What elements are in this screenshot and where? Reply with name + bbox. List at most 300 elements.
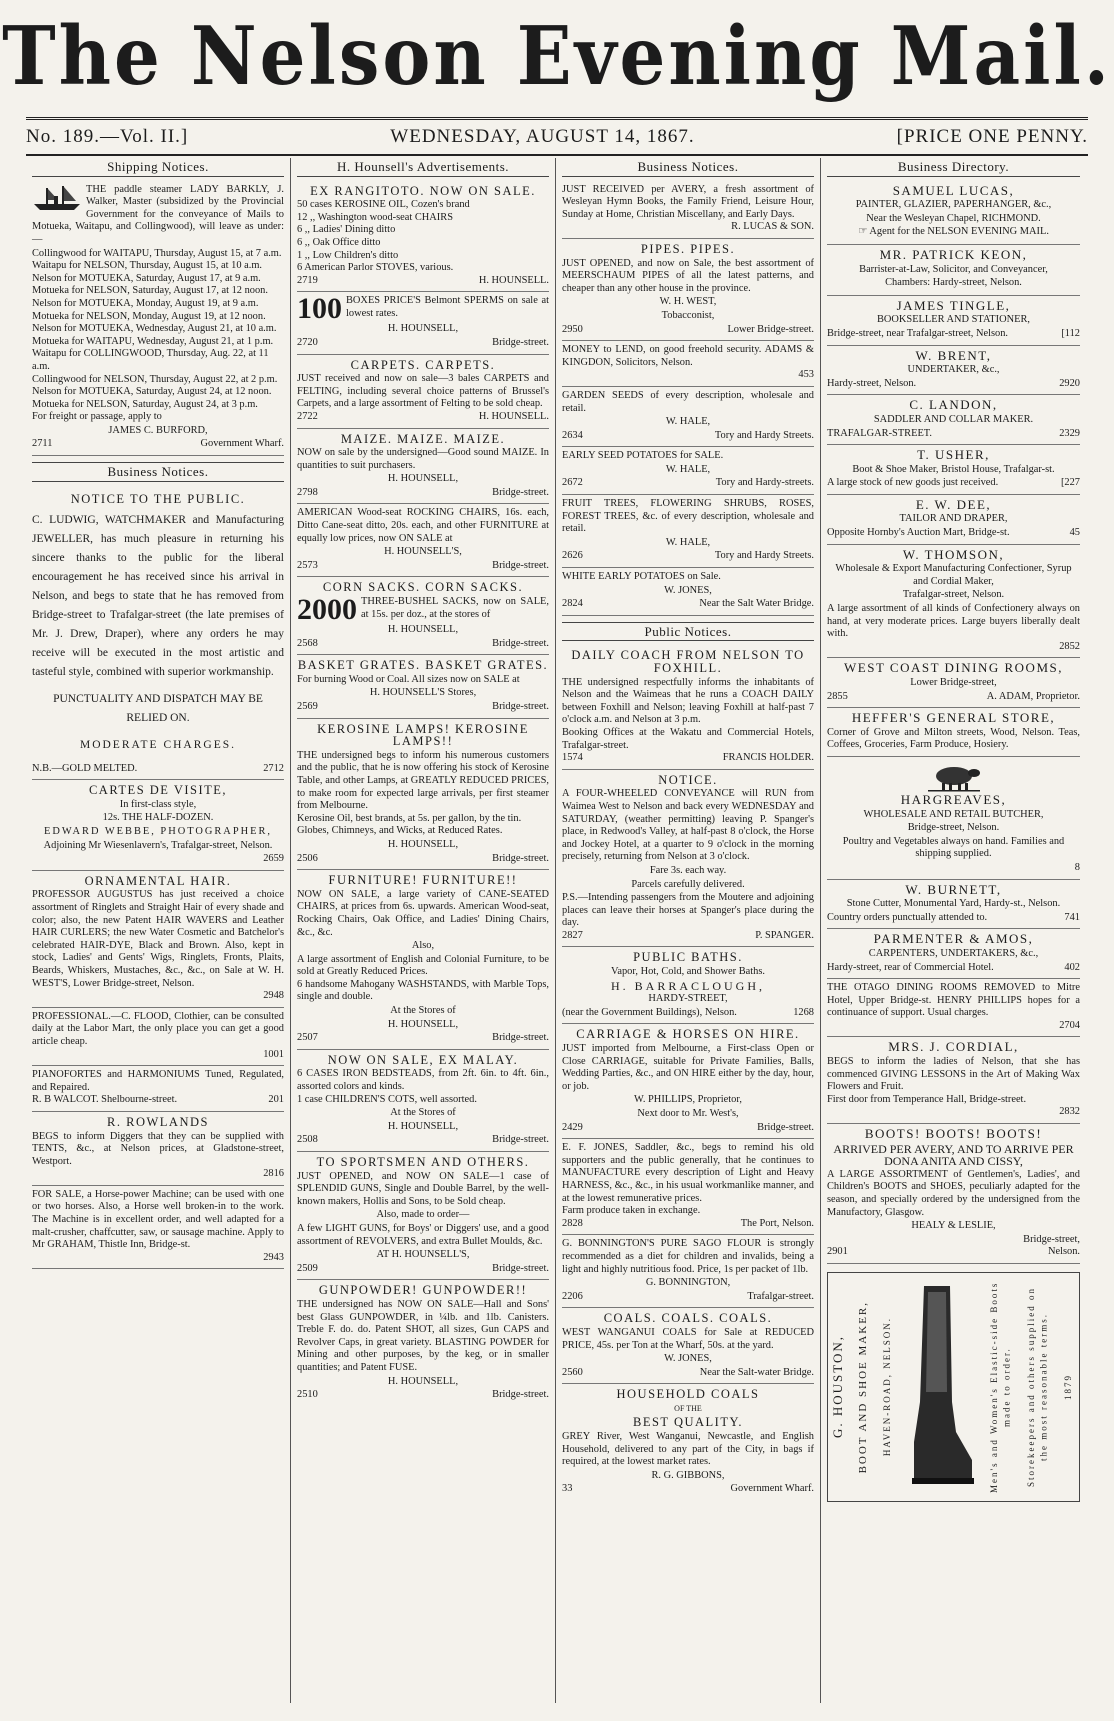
boots-ad xyxy=(827,1124,1080,1264)
ad-text: PROFESSOR AUGUSTUS has just received a choice assortment of Ringlets and Straight Hair of every shade and color; also, the new Patent HAIR WAVERS and Leather HAIR CURLERS; the new Water Cosmetic and Batchelor's celebrated HAIR-DYE, Black and Brown. Also, kept in stock, Ladies' and Gents' Wigs, Ringlets, Fronts, Plaits, Beards, Whiskers, Mustaches, &c., &c., on Sale at W. H. WEST'S, Lower Bridge-street, Nelson. xyxy=(32,889,284,989)
ad-trade: BOOKSELLER AND STATIONER, xyxy=(876,314,1030,326)
houston-boot-ad xyxy=(827,1272,1080,1502)
ad-line: At the Stores of xyxy=(390,1107,456,1119)
ad-address: Chambers: Hardy-street, Nelson. xyxy=(885,277,1022,289)
ad-number: 2508 xyxy=(297,1134,318,1146)
household-coals-ad xyxy=(562,1384,814,1500)
hair-ad xyxy=(32,871,284,1008)
ad-name: H. BARRACLOUGH, xyxy=(610,978,765,993)
ad-name: EDWARD WEBBE, PHOTOGRAPHER, xyxy=(44,826,272,838)
section-heading: Business Directory. xyxy=(827,158,1080,177)
ad-line xyxy=(827,226,1080,239)
ad-title: PIPES. PIPES. xyxy=(640,241,736,256)
list-item: 6 American Parlor STOVES, various. xyxy=(297,262,454,274)
parmenter-ad xyxy=(827,929,1080,979)
ad-text: Kerosine Oil, best brands, at 5s. per gallon, by the tin. xyxy=(297,812,522,824)
ad-text: NOW on sale by the undersigned—Good sound MAIZE. In quantities to suit purchasers. xyxy=(297,447,549,471)
ad-line: N.B.—GOLD MELTED. xyxy=(32,762,138,774)
sailing-item: Motueka for NELSON, Monday, August 19, at 12 noon. xyxy=(32,310,266,322)
ad-number: 2943 xyxy=(263,1251,284,1263)
horse-ad xyxy=(32,1186,284,1270)
ad-signature: H. HOUNSELL'S, xyxy=(384,546,462,558)
ad-text: P.S.—Intending passengers from the Moutere and adjoining places can leave their horses at Spanger's place during the day. xyxy=(562,892,814,929)
ad-name: E. W. DEE, xyxy=(915,496,992,512)
ad-text: NOW ON SALE, a large variety of CANE-SEATED CHAIRS, at prices from 6s. upwards. American Wood-seat, Rocking Chairs, Oak Office, and Ladies' Dining Chairs, &c., &c. xyxy=(297,888,549,938)
ad-text: A FOUR-WHEELED CONVEYANCE will RUN from Waimea West to Nelson and back every WEDNESDAY and SATURDAY, (weather permitting) leaving P. Spanger's place, in Redwood's Valley, at half-past 8 o'clock, the Horse and Jockey Hotel, at a quarter to 9 o'clock in the morning precisely, returning from Nelson at 3 o'clock. xyxy=(562,788,814,863)
coach-ad xyxy=(562,645,814,769)
usher-ad xyxy=(827,445,1080,495)
ad-number: 2712 xyxy=(263,762,284,774)
ad-name: T. USHER, xyxy=(917,447,990,463)
ad-address: A large stock of new goods just received. xyxy=(827,477,999,489)
ad-address: Hardy-street, rear of Commercial Hotel. xyxy=(827,961,994,973)
coals-ad xyxy=(562,1308,814,1384)
corn-sacks-ad xyxy=(297,577,549,655)
ad-signature: H. HOUNSELL, xyxy=(387,1120,459,1132)
ad-line: 12s. THE HALF-DOZEN. xyxy=(102,812,214,824)
ad-number: 2828 xyxy=(562,1217,583,1229)
ad-number: 2704 xyxy=(1059,1019,1080,1031)
list-item: 50 cases KEROSINE OIL, Cozen's brand xyxy=(297,199,470,211)
ad-text: WHITE EARLY POTATOES on Sale. xyxy=(562,571,721,583)
ad-text: THREE-BUSHEL SACKS, now on SALE, at 15s. per doz., at the stores of xyxy=(361,596,549,620)
agent-text: Agent for the NELSON EVENING MAIL. xyxy=(869,226,1049,238)
ad-title: CARPETS. CARPETS. xyxy=(350,357,496,372)
ad-text: G. BONNINGTON'S PURE SAGO FLOUR is strongly recommended as a diet for children and invalids, being a light and highly nutritious food. Price, 1s per packet of 1lb. xyxy=(562,1238,814,1275)
ad-number: 2852 xyxy=(1059,640,1080,652)
ad-text: 6 CASES IRON BEDSTEADS, from 2ft. 6in. to 4ft. 6in., assorted colors and kinds. xyxy=(297,1068,549,1093)
ad-number: 2659 xyxy=(263,853,284,865)
ad-text: WEST WANGANUI COALS for Sale at REDUCED PRICE, 45s. per Ton at the Wharf, 50s. at the yard. xyxy=(562,1326,814,1351)
ad-name: C. LANDON, xyxy=(909,397,998,413)
list-item: 1 ,, Low Children's ditto xyxy=(297,249,399,261)
ad-text: C. LUDWIG, WATCHMAKER and Manufacturing JEWELLER, has much pleasure in returning his sincere thanks to the public for the liberal encouragement he has received since his arrival in Nelson, and begs to state that he has removed from Bridge-street to Trafalgar-street (the late premises of Mr. J. Drew, Draper), where any orders he may receive will be executed in the most artistic and tasteful style, combined with superior workmanship. xyxy=(32,513,284,678)
ad-line: Parcels carefully delivered. xyxy=(631,878,745,890)
ad-line: Vapor, Hot, Cold, and Shower Baths. xyxy=(611,966,765,978)
ad-trade: Barrister-at-Law, Solicitor, and Conveyancer, xyxy=(859,263,1048,275)
ad-number: 2711 xyxy=(32,438,53,450)
ad-line: In first-class style, xyxy=(119,798,197,810)
maize-ad xyxy=(297,429,549,505)
ad-number: 2510 xyxy=(297,1389,318,1401)
ad-text: BEGS to inform Diggers that they can be supplied with TENTS, &c., at Nelson prices, at Gladstone-street, Westport. xyxy=(32,1130,284,1167)
big-number: 2000 xyxy=(297,593,357,627)
ad-signature: H. HOUNSELL, xyxy=(387,624,459,636)
ad-number: 453 xyxy=(798,369,814,381)
ad-signature: R. G. GIBBONS, xyxy=(651,1469,725,1481)
sago-ad xyxy=(562,1235,814,1308)
ad-signature: A. ADAM, Proprietor. xyxy=(986,690,1080,702)
ad-text: JUST RECEIVED per AVERY, a fresh assortment of Wesleyan Hymn Books, the Family Friend, Leisure Hour, Sunday at Home, Christian Miscellany, and Early Days. xyxy=(562,183,814,220)
saddler-ad xyxy=(562,1139,814,1235)
rocking-chairs-ad xyxy=(297,504,549,577)
sailing-item: Motueka for NELSON, Saturday, August 24, at 3 p.m. xyxy=(32,398,258,410)
ad-line: OF THE xyxy=(674,1403,702,1413)
ad-text: JUST OPENED, and NOW ON SALE—1 case of SPLENDID GUNS, Single and Double Barrel, by the well-known makers, Hollis and Sons, to be Sold cheap. xyxy=(297,1170,549,1207)
ad-address: Adjoining Mr Wiesenlavern's, Trafalgar-street, Nelson. xyxy=(43,839,273,851)
pointing-hand-icon: ☞ xyxy=(858,226,870,238)
ad-number: 2429 xyxy=(562,1121,583,1133)
ad-number: 2507 xyxy=(297,1032,318,1044)
sailing-item: Waitapu for COLLINGWOOD, Thursday, Aug. 22, at 11 a.m. xyxy=(32,348,269,372)
ad-signature: W. HALE, xyxy=(665,536,711,548)
ad-address: The Port, Nelson. xyxy=(740,1217,814,1229)
ad-text: FOR SALE, a Horse-power Machine; can be used with one or two horses. Also, a Horse well broken-in to the work. The Machine is in excellent order, and well adapted for a malt-crusher, chaffcutter, saw, or sausage machine. Apply to Mr GRAHAM, Thistle Inn, Bridge-st. xyxy=(32,1188,284,1251)
ad-text: MONEY to LEND, on good freehold security. ADAMS & KINGDON, Solicitors, Nelson. xyxy=(562,344,814,368)
burnett-ad xyxy=(827,880,1080,930)
ad-title: KEROSINE LAMPS! KEROSINE LAMPS!! xyxy=(317,721,529,749)
thomson-ad xyxy=(827,545,1080,659)
ad-signature: R. B WALCOT. Shelbourne-street. xyxy=(32,1094,178,1106)
white-potatoes-ad xyxy=(562,568,814,616)
ad-title: GUNPOWDER! GUNPOWDER!! xyxy=(318,1283,528,1298)
ad-signature: G. BONNINGTON, xyxy=(645,1277,731,1289)
cordial-ad xyxy=(827,1037,1080,1124)
ad-text: For burning Wood or Coal. All sizes now on SALE at xyxy=(297,673,520,685)
ad-address: Tory and Hardy-streets. xyxy=(715,477,814,489)
ad-number: 2920 xyxy=(1059,377,1080,389)
ad-title: BEST QUALITY. xyxy=(632,1415,743,1430)
sailing-item: Collingwood for NELSON, Thursday, August 22, at 2 p.m. xyxy=(32,373,278,385)
west-coast-ad xyxy=(827,658,1080,708)
ad-address: Lower Bridge-street, xyxy=(910,677,997,688)
column-1 xyxy=(26,158,291,1703)
sailing-item: Waitapu for NELSON, Thursday, August 15, at 10 a.m. xyxy=(32,260,263,272)
piano-ad xyxy=(32,1066,284,1112)
sailing-item: Nelson for MOTUEKA, Wednesday, August 21, at 10 a.m. xyxy=(32,323,277,335)
ad-trade: UNDERTAKER, &c., xyxy=(907,364,1000,376)
ad-text: THE undersigned has NOW ON SALE—Hall and Sons' best Glass GUNPOWDER, in ¼lb. and 1lb. Canisters. Treble F. do. do. Patent SHOT, all sizes, Gun CAPS and Revolver Caps, in great variety. BLASTING POWDER for Mining and other purposes, by the keg, or in smaller quantities; and Patent FUSE. xyxy=(297,1298,549,1373)
ad-line: Tobacconist, xyxy=(661,309,715,321)
big-number: 100 xyxy=(297,292,342,326)
ad-number: 2634 xyxy=(562,429,583,441)
ad-address: Bridge-street, Nelson. xyxy=(907,822,1000,834)
hymn-books-ad xyxy=(562,181,814,239)
ad-text: E. F. JONES, Saddler, &c., begs to remind his old supporters and the public generally, that he continues to MANUFACTURE every description of Light and Heavy HARNESS, &c., &c., in his usual workmanlike manner, and at the lowest remunerative prices. xyxy=(562,1142,814,1204)
ad-line: HARDY-STREET, xyxy=(648,993,728,1005)
ad-number: 741 xyxy=(1064,911,1080,923)
ad-address: HAVEN-ROAD, NELSON. xyxy=(882,1317,893,1457)
ad-address: Bridge-street. xyxy=(492,336,549,348)
ad-signature: W. JONES, xyxy=(664,1353,712,1365)
ad-line: Also, made to order— xyxy=(376,1209,470,1221)
ad-signature: HEALY & LESLIE, xyxy=(911,1220,996,1232)
ad-text: PIANOFORTES and HARMONIUMS Tuned, Regulated, and Repaired. xyxy=(32,1069,284,1093)
ad-signature: FRANCIS HOLDER. xyxy=(722,752,814,764)
ad-text: Poultry and Vegetables always on hand. Families and shipping supplied. xyxy=(842,835,1065,860)
ad-address: Trafalgar-street, Nelson. xyxy=(902,589,1005,601)
sailing-item: Nelson for MOTUEKA, Saturday, August 24, at 12 noon. xyxy=(32,386,272,398)
ad-text: PROFESSIONAL.—C. FLOOD, Clothier, can be consulted daily at the Labor Mart, the only place you can get a good article cheap. xyxy=(32,1010,284,1047)
ad-address: Bridge-street. xyxy=(492,701,549,712)
ludwig-ad xyxy=(32,486,284,781)
ad-address: Bridge-street. xyxy=(492,1032,549,1044)
ad-address: Opposite Hornby's Auction Mart, Bridge-st. xyxy=(827,527,1010,539)
ad-text: FRUIT TREES, FLOWERING SHRUBS, ROSES, FOREST TREES, &c. of every description, wholesale and retail. xyxy=(562,498,814,535)
ad-name: WEST COAST DINING ROOMS, xyxy=(844,660,1063,676)
ad-text: Country orders punctually attended to. xyxy=(827,911,988,923)
ad-text: BEGS to inform the ladies of Nelson, that she has commenced GIVING LESSONS in the Art of Making Wax Flowers and Fruit. xyxy=(827,1056,1080,1093)
ad-number: 2948 xyxy=(263,990,284,1002)
ad-number: 2626 xyxy=(562,550,583,562)
tingle-ad xyxy=(827,296,1080,346)
ad-line: MODERATE CHARGES. xyxy=(79,738,237,751)
ad-name: MRS. J. CORDIAL, xyxy=(888,1039,1019,1055)
section-heading: H. Hounsell's Advertisements. xyxy=(297,158,549,177)
ad-signature: H. HOUNSELL, xyxy=(387,1375,459,1387)
pipes-ad xyxy=(562,239,814,341)
ad-subtitle: ARRIVED PER AVERY, AND TO ARRIVE PER DONA ANITA AND CISSY, xyxy=(833,1141,1074,1169)
ad-trade: CARPENTERS, UNDERTAKERS, &c., xyxy=(868,947,1039,959)
lucas-ad xyxy=(827,181,1080,245)
ad-trade: Wholesale & Export Manufacturing Confectioner, Syrup and Cordial Maker, xyxy=(835,563,1072,587)
ad-line: At the Stores of xyxy=(390,1005,456,1017)
ad-number: 2827 xyxy=(562,929,583,941)
ad-number: 2329 xyxy=(1059,427,1080,439)
ad-number: 2719 xyxy=(297,274,318,286)
ad-address: Trafalgar-street. xyxy=(747,1290,814,1302)
sailing-item: Nelson for MOTUEKA, Saturday, August 17, at 9 a.m. xyxy=(32,272,261,284)
ad-address: Bridge-street. xyxy=(492,637,549,649)
ad-trade: WHOLESALE AND RETAIL BUTCHER, xyxy=(863,808,1044,820)
ad-title: ORNAMENTAL HAIR. xyxy=(84,873,232,888)
ad-title: DAILY COACH FROM NELSON TO FOXHILL. xyxy=(571,648,805,675)
ad-text: JUST received and now on sale—3 bales CARPETS and FELTING, including several choice patterns of Brussel's Carpets, and a large assortment of Felting to be sold cheap. xyxy=(297,373,549,410)
ad-line: Fare 3s. each way. xyxy=(649,864,727,876)
ad-name: W. BRENT, xyxy=(915,347,992,363)
ad-text: A few LIGHT GUNS, for Boys' or Diggers' use, and a good assortment of REVOLVERS, and extra Bullet Moulds, &c. xyxy=(297,1222,549,1247)
furniture-ad xyxy=(297,870,549,1050)
ad-address: Government Wharf. xyxy=(730,1483,814,1495)
ad-number: [112 xyxy=(1061,327,1080,339)
ad-number: 2816 xyxy=(263,1168,284,1180)
ad-number: 201 xyxy=(268,1094,284,1106)
sheep-icon xyxy=(924,762,984,792)
sperms-ad xyxy=(297,292,549,354)
sailing-item: Collingwood for WAITAPU, Thursday, August 15, at 7 a.m. xyxy=(32,247,282,259)
item-list xyxy=(297,199,549,275)
ad-title: MAIZE. MAIZE. MAIZE. xyxy=(340,431,506,446)
ad-address: TRAFALGAR-STREET. xyxy=(827,427,932,439)
ad-name: HARGREAVES, xyxy=(900,791,1007,807)
ad-text: 1 case CHILDREN'S COTS, well assorted. xyxy=(297,1093,477,1105)
column-4 xyxy=(821,158,1086,1703)
ad-address: Near the Wesleyan Chapel, RICHMOND. xyxy=(866,212,1041,224)
sailing-item: Motueka for NELSON, Saturday, August 17, at 12 noon. xyxy=(32,285,268,297)
ad-trade: TAILOR AND DRAPER, xyxy=(899,513,1008,525)
ad-text: Storekeepers and others supplied on the most reasonable terms. xyxy=(1026,1286,1049,1487)
freight-text: For freight or passage, apply to xyxy=(32,411,162,423)
agent-name: JAMES C. BURFORD, xyxy=(108,424,208,436)
ad-trade: Boot & Shoe Maker, Bristol House, Trafalgar-st. xyxy=(852,463,1055,475)
ad-text: JUST OPENED, and now on Sale, the best assortment of MEERSCHAUM PIPES of all the latest patterns, and cheaper than any other house in the province. xyxy=(562,257,814,294)
rowlands-ad xyxy=(32,1112,284,1186)
ad-address: Tory and Hardy Streets. xyxy=(714,550,814,562)
ad-address: Hardy-street, Nelson. xyxy=(827,377,917,389)
ad-number: 2569 xyxy=(297,701,318,712)
ad-signature: H. HOUNSELL, xyxy=(387,1018,459,1030)
ad-address: Near the Salt Water Bridge. xyxy=(699,598,814,610)
sportsmen-ad xyxy=(297,1152,549,1280)
ad-address: Bridge-street. xyxy=(492,1134,549,1146)
ad-number: 2720 xyxy=(297,336,318,348)
ad-title: BASKET GRATES. BASKET GRATES. xyxy=(297,658,549,673)
ad-address: Bridge-street. xyxy=(492,852,549,864)
ad-text: Men's and Women's Elastic-side Boots made to order. xyxy=(988,1281,1012,1493)
ad-title: CORN SACKS. CORN SACKS. xyxy=(322,580,524,595)
otago-ad xyxy=(827,979,1080,1037)
ad-title: CARTES DE VISITE, xyxy=(88,783,228,798)
columns xyxy=(26,158,1088,1703)
issue-number: No. 189.—Vol. II.] xyxy=(26,126,189,147)
boot-icon xyxy=(906,1282,976,1492)
brent-ad xyxy=(827,346,1080,396)
ad-number: 402 xyxy=(1064,961,1080,973)
ad-signature: W. HALE, xyxy=(665,463,711,475)
ad-number: 2509 xyxy=(297,1262,318,1274)
carriage-ad xyxy=(562,1024,814,1139)
flood-ad xyxy=(32,1008,284,1066)
ad-title: COALS. COALS. COALS. xyxy=(603,1311,773,1326)
ad-title: NOTICE. xyxy=(658,772,718,787)
ad-text: Corner of Grove and Milton streets, Wood, Nelson. Teas, Coffees, Groceries, Farm Produce, Hosiery. xyxy=(827,726,1080,751)
baths-ad xyxy=(562,947,814,1024)
ad-text: GREY River, West Wanganui, Newcastle, and English Household, delivered to any part of the City, in bags if required, at the lowest market rates. xyxy=(562,1431,814,1468)
ad-number: [227 xyxy=(1060,477,1080,489)
ad-signature: W. HALE, xyxy=(665,416,711,428)
ad-signature: W. H. WEST, xyxy=(659,296,717,308)
issue-price: [PRICE ONE PENNY. xyxy=(896,126,1088,147)
ad-title: PUBLIC BATHS. xyxy=(633,950,743,965)
steamer-text: THE paddle steamer LADY BARKLY, J. Walker, Master (subsidized by the Provincial Government for the conveyance of Mails to Motueka, Waitapu, and Collingwood), will leave as under:— xyxy=(32,183,284,245)
list-item: 12 ,, Washington wood-seat CHAIRS xyxy=(297,211,453,223)
ship-icon xyxy=(32,184,82,212)
section-heading: Public Notices. xyxy=(562,622,814,642)
ad-address: Lower Bridge-street. xyxy=(727,323,814,335)
ad-text: EARLY SEED POTATOES for SALE. xyxy=(562,450,724,462)
ad-number: 1574 xyxy=(562,752,583,764)
ad-signature: H. HOUNSELL. xyxy=(478,274,549,286)
ad-text: GARDEN SEEDS of every description, wholesale and retail. xyxy=(562,389,814,414)
ad-address: Bridge-street. xyxy=(492,1389,549,1401)
landon-ad xyxy=(827,395,1080,445)
ad-number: 33 xyxy=(562,1483,573,1495)
ad-text: A large assortment of all kinds of Confectionery always on hand, at very moderate prices. Large buyers liberally dealt with. xyxy=(827,603,1080,640)
lamps-ad xyxy=(297,719,549,871)
grates-ad xyxy=(297,655,549,718)
ad-text: Globes, Chimneys, and Wicks, at Reduced Rates. xyxy=(297,825,503,837)
seeds-ad xyxy=(562,387,814,447)
ad-signature: H. HOUNSELL. xyxy=(478,410,549,422)
ad-trade: PAINTER, GLAZIER, PAPERHANGER, &c., xyxy=(855,199,1052,211)
section-heading: Business Notices. xyxy=(562,158,814,177)
ad-text: Booking Offices at the Wakatu and Commercial Hotels, Trafalgar-street. xyxy=(562,726,814,751)
sailing-list xyxy=(32,248,284,412)
column-3 xyxy=(556,158,821,1703)
ad-signature: H. HOUNSELL, xyxy=(387,838,459,850)
sailing-item: Nelson for MOTUEKA, Monday, August 19, at 9 a.m. xyxy=(32,297,259,309)
ad-number: 2568 xyxy=(297,637,318,649)
fruit-trees-ad xyxy=(562,495,814,568)
ad-address: Government Wharf. xyxy=(200,438,284,450)
section-heading: Business Notices. xyxy=(32,462,284,482)
ad-line: Bridge-street, xyxy=(1023,1233,1080,1245)
ad-number: 1001 xyxy=(263,1048,284,1060)
keon-ad xyxy=(827,245,1080,296)
ad-line: Next door to Mr. West's, xyxy=(637,1108,739,1119)
ad-title: NOW ON SALE, EX MALAY. xyxy=(327,1052,519,1067)
ad-name: G. HOUSTON, xyxy=(830,1335,845,1439)
masthead xyxy=(0,0,1114,112)
ad-title: R. ROWLANDS xyxy=(107,1114,209,1129)
ad-number: 2573 xyxy=(297,559,318,571)
ad-address: (near the Government Buildings), Nelson. xyxy=(562,1006,737,1018)
list-item: 6 ,, Oak Office ditto xyxy=(297,236,381,248)
ad-signature: H. HOUNSELL, xyxy=(387,323,459,335)
ad-name: SAMUEL LUCAS, xyxy=(892,182,1015,198)
ad-signature: P. SPANGER. xyxy=(755,929,814,941)
ad-line: Also, xyxy=(411,940,435,952)
cartes-ad xyxy=(32,780,284,871)
ad-name: W. BURNETT, xyxy=(905,881,1002,897)
ad-text: THE undersigned begs to inform his numerous customers and the public, that he is now offering his stock of Kerosine Table, and other Lamps, at GREATLY REDUCED PRICES, to make room for expected large arrivals, per first steamer from Melbourne. xyxy=(297,749,549,812)
ad-address: Bridge-street. xyxy=(492,559,549,571)
ad-text: 6 handsome Mahogany WASHSTANDS, with Marble Tops, single and double. xyxy=(297,978,549,1003)
ad-address: Tory and Hardy Streets. xyxy=(714,429,814,441)
dee-ad xyxy=(827,495,1080,545)
ad-text: THE undersigned respectfully informs the inhabitants of Nelson and the Waimeas that he runs a COACH DAILY between Foxhill and Nelson; leaving Foxhill at half-past 7 o'clock a.m. and Nelson at 3 p.m. xyxy=(562,676,814,726)
ad-text: AMERICAN Wood-seat ROCKING CHAIRS, 16s. each, Ditto Cane-seat ditto, 20s. each, and other FURNITURE at equally low prices, now ON SALE at xyxy=(297,507,549,544)
sailing-item: Motueka for WAITAPU, Wednesday, August 21, at 1 p.m. xyxy=(32,335,274,347)
ad-number: 2560 xyxy=(562,1366,583,1378)
ad-number: 2506 xyxy=(297,852,318,864)
heffer-ad xyxy=(827,708,1080,757)
ad-number: 2855 xyxy=(827,690,848,702)
ad-trade: BOOT AND SHOE MAKER, xyxy=(856,1300,869,1474)
ad-text: A LARGE ASSORTMENT of Gentlemen's, Ladies', and Children's BOOTS and SHOES, peculiarly adapted for the season, and specially ordered by the undersigned from the Manufactory, Glasgow. xyxy=(827,1168,1080,1218)
ad-title: TO SPORTSMEN AND OTHERS. xyxy=(316,1155,530,1169)
ad-address: Near the Salt-water Bridge. xyxy=(699,1366,814,1378)
section-heading: Shipping Notices. xyxy=(32,158,284,177)
ad-signature: W. JONES, xyxy=(664,584,712,596)
ad-signature: H. HOUNSELL, xyxy=(387,473,459,485)
ad-number: 8 xyxy=(1074,861,1080,873)
ad-number: 2901 xyxy=(827,1246,848,1258)
ad-text: Farm produce taken in exchange. xyxy=(562,1205,701,1217)
steamer-ad xyxy=(32,181,284,456)
ad-number: 2832 xyxy=(1059,1106,1080,1118)
ad-number: 2722 xyxy=(297,410,318,422)
ad-name: MR. PATRICK KEON, xyxy=(879,246,1028,262)
column-2 xyxy=(291,158,556,1703)
ad-text: First door from Temperance Hall, Bridge-street. xyxy=(827,1093,1027,1105)
ad-number: 1268 xyxy=(793,1006,814,1018)
ad-text: BOXES PRICE'S Belmont SPERMS on sale at lowest rates. xyxy=(346,295,549,319)
ad-trade: Stone Cutter, Monumental Yard, Hardy-st., Nelson. xyxy=(846,898,1061,910)
money-ad xyxy=(562,341,814,387)
ad-name: PARMENTER & AMOS, xyxy=(873,931,1034,947)
ad-address: Bridge-street, near Trafalgar-street, Nelson. xyxy=(827,327,1008,339)
ad-signature: W. PHILLIPS, Proprietor, xyxy=(633,1094,742,1106)
ad-number: 45 xyxy=(1069,527,1080,539)
ad-title: EX RANGITOTO. NOW ON SALE. xyxy=(310,183,536,198)
newspaper-title: The Nelson Evening Mail. xyxy=(2,7,1112,104)
ad-number: 2206 xyxy=(562,1290,583,1302)
hargreaves-ad xyxy=(827,757,1080,880)
ad-name: W. THOMSON, xyxy=(902,546,1005,562)
list-item: 6 ,, Ladies' Dining ditto xyxy=(297,224,396,236)
ad-name: HEFFER'S GENERAL STORE, xyxy=(851,710,1056,726)
